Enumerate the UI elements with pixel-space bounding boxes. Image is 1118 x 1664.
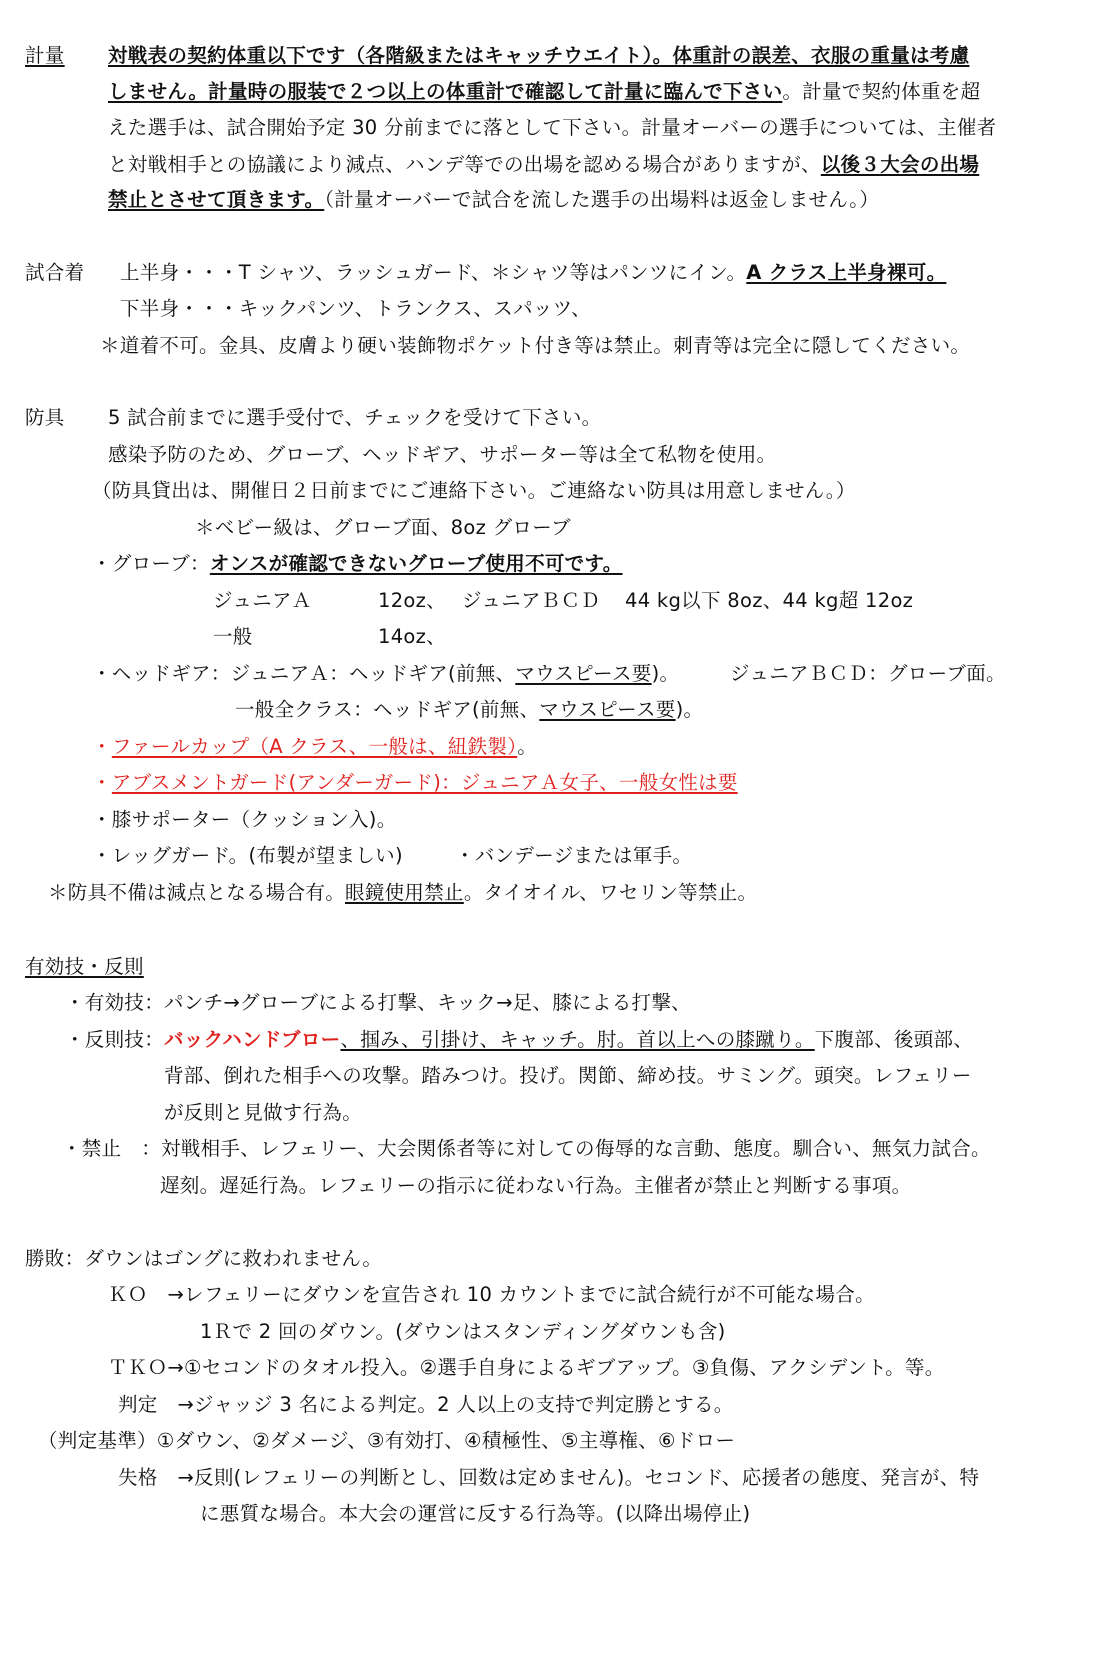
foul-cup-end: 。 — [517, 735, 538, 758]
foul-row-3: が反則と見做す行為。 — [164, 1101, 363, 1124]
weighin-line-5-emphasis: 禁止とさせて頂きます。 — [108, 188, 325, 211]
weighin-heading: 計量 — [25, 44, 65, 67]
weighin-line-2 — [108, 79, 980, 105]
techniques-heading: 有効技・反則 — [25, 955, 144, 978]
leg-guard: ・レッグガード。(布製が望ましい) — [92, 844, 403, 867]
foul-cup-text: ファールカップ（A クラス、一般は、紐鉄製） — [111, 735, 518, 758]
glove-junior-a: ジュニアＡ — [213, 589, 312, 612]
attire-upper: 上半身・・・T シャツ、ラッシュガード、＊シャツ等はパンツにイン。 — [120, 261, 747, 284]
glove-general-oz: 14oz、 — [378, 625, 446, 648]
glasses-ban: 眼鏡使用禁止 — [345, 881, 464, 904]
foul-row-1 — [65, 1027, 973, 1053]
foul-underlined: 、掴み、引掛け、キャッチ。肘。首以上への膝蹴り。 — [340, 1028, 815, 1051]
headgear-junior-a: ・ヘッドギア：ジュニアＡ：ヘッドギア(前無、 — [92, 662, 516, 685]
result-disqualification: 失格 →反則(レフェリーの判断とし、回数は定めません)。セコンド、応援者の態度、発言が、特 — [118, 1466, 980, 1489]
headgear-row-1 — [92, 661, 679, 687]
gear-line-3: （防具貸出は、開催日２日前までにご連絡下さい。ご連絡ない防具は用意しません。） — [92, 479, 856, 502]
glove-junior-a-oz: 12oz、 — [378, 589, 446, 612]
abdominal-guard-bullet: ・ — [92, 771, 112, 794]
glove-general: 一般 — [213, 625, 253, 648]
weighin-line-2-rest: 。計量で契約体重を超 — [782, 80, 981, 103]
glove-junior-bcd: ジュニアＢＣＤ — [462, 589, 601, 612]
weighin-line-1: 対戦表の契約体重以下です（各階級またはキャッチウエイト）。体重計の誤差、衣服の重量は考慮 — [108, 44, 970, 67]
attire-upper-emphasis: A クラス上半身裸可。 — [746, 261, 947, 284]
weighin-line-4-text: と対戦相手との協議により減点、ハンデ等での出場を認める場合がありますが、 — [108, 153, 821, 176]
result-tko: ＴＫＯ→①セコンドのタオル投入。②選手自身によるギブアップ。③負傷、アクシデント。等。 — [108, 1356, 945, 1379]
glove-junior-bcd-oz: 44 kg以下 8oz、44 kg超 12oz — [625, 589, 914, 612]
weighin-line-4-emphasis: 以後３大会の出場 — [820, 153, 980, 176]
glove-label: ・グローブ： — [92, 552, 210, 575]
glove-rule: オンスが確認できないグローブ使用不可です。 — [209, 552, 623, 575]
attire-line-2: 下半身・・・キックパンツ、トランクス、スパッツ、 — [120, 297, 591, 320]
weighin-line-5-rest: （計量オーバーで試合を流した選手の出場料は返金しません。） — [324, 188, 880, 211]
gear-note — [48, 880, 757, 906]
ban-row-2: 遅刻。遅延行為。レフェリーの指示に従わない行為。主催者が禁止と判断する事項。 — [160, 1174, 912, 1197]
result-ko-2: 1Ｒで 2 回のダウン。(ダウンはスタンディングダウンも含) — [200, 1320, 726, 1343]
attire-line-3: ＊道着不可。金具、皮膚より硬い装飾物ポケット付き等は禁止。刺青等は完全に隠してください。 — [100, 334, 971, 357]
gear-note-end: 。タイオイル、ワセリン等禁止。 — [463, 881, 758, 904]
headgear-mouthpiece: マウスピース要 — [515, 662, 652, 685]
gear-line-1: 5 試合前までに選手受付で、チェックを受けて下さい。 — [108, 406, 602, 429]
headgear-row-2 — [235, 697, 703, 723]
result-criteria: （判定基準）①ダウン、②ダメージ、③有効打、④積極性、⑤主導権、⑥ドロー — [38, 1429, 736, 1452]
result-ko: ＫＯ →レフェリーにダウンを宣告され 10 カウントまでに試合続行が不可能な場合。 — [108, 1283, 875, 1306]
glove-row — [92, 551, 623, 577]
gear-line-2: 感染予防のため、グローブ、ヘッドギア、サポーター等は全て私物を使用。 — [108, 443, 777, 466]
gear-line-4: ＊ベビー級は、グローブ面、8oz グローブ — [195, 516, 571, 539]
weighin-line-2-emphasis: しません。計量時の服装で２つ以上の体重計で確認して計量に臨んで下さい — [108, 80, 783, 103]
foul-rest: 下腹部、後頭部、 — [814, 1028, 974, 1051]
foul-backhand: バックハンドブロー — [164, 1028, 341, 1051]
headgear-close: )。 — [651, 662, 680, 685]
foul-cup-row — [92, 734, 537, 760]
knee-supporter: ・膝サポーター（クッション入)。 — [92, 808, 397, 831]
weighin-line-5 — [108, 187, 879, 213]
result-heading: 勝敗：ダウンはゴングに救われません。 — [25, 1247, 383, 1270]
foul-row-2: 背部、倒れた相手への攻撃。踏みつけ。投げ。関節、締め技。サミング。頭突。レフェリー — [164, 1064, 972, 1087]
gear-note-start: ＊防具不備は減点となる場合有。 — [48, 881, 346, 904]
attire-heading: 試合着 — [25, 261, 85, 284]
headgear-junior-bcd: ジュニアＢＣＤ：グローブ面。 — [730, 662, 1006, 685]
foul-label: ・反則技： — [65, 1028, 165, 1051]
valid-techniques: ・有効技：パンチ→グローブによる打撃、キック→足、膝による打撃、 — [65, 991, 691, 1014]
gear-heading: 防具 — [25, 406, 65, 429]
headgear-general-mouthpiece: マウスピース要 — [539, 698, 676, 721]
weighin-line-3: えた選手は、試合開始予定 30 分前までに落として下さい。計量オーバーの選手については、主催者 — [108, 116, 997, 139]
ban-row-1: ・禁止 ：対戦相手、レフェリー、大会関係者等に対しての侮辱的な言動、態度。馴合い、無気力試合。 — [62, 1137, 991, 1160]
foul-cup-bullet: ・ — [92, 735, 112, 758]
abdominal-guard-row — [92, 770, 738, 796]
result-decision: 判定 →ジャッジ 3 名による判定。2 人以上の支持で判定勝とする。 — [118, 1393, 734, 1416]
result-disqualification-2: に悪質な場合。本大会の運営に反する行為等。(以降出場停止) — [200, 1502, 751, 1525]
headgear-general-close: )。 — [675, 698, 704, 721]
headgear-general: 一般全クラス：ヘッドギア(前無、 — [235, 698, 540, 721]
abdominal-guard-text: アブスメントガード(アンダーガード)：ジュニアＡ女子、一般女性は要 — [111, 771, 738, 794]
weighin-line-4 — [108, 152, 979, 178]
bandage: ・バンデージまたは軍手。 — [455, 844, 693, 867]
attire-line-1 — [120, 260, 946, 286]
